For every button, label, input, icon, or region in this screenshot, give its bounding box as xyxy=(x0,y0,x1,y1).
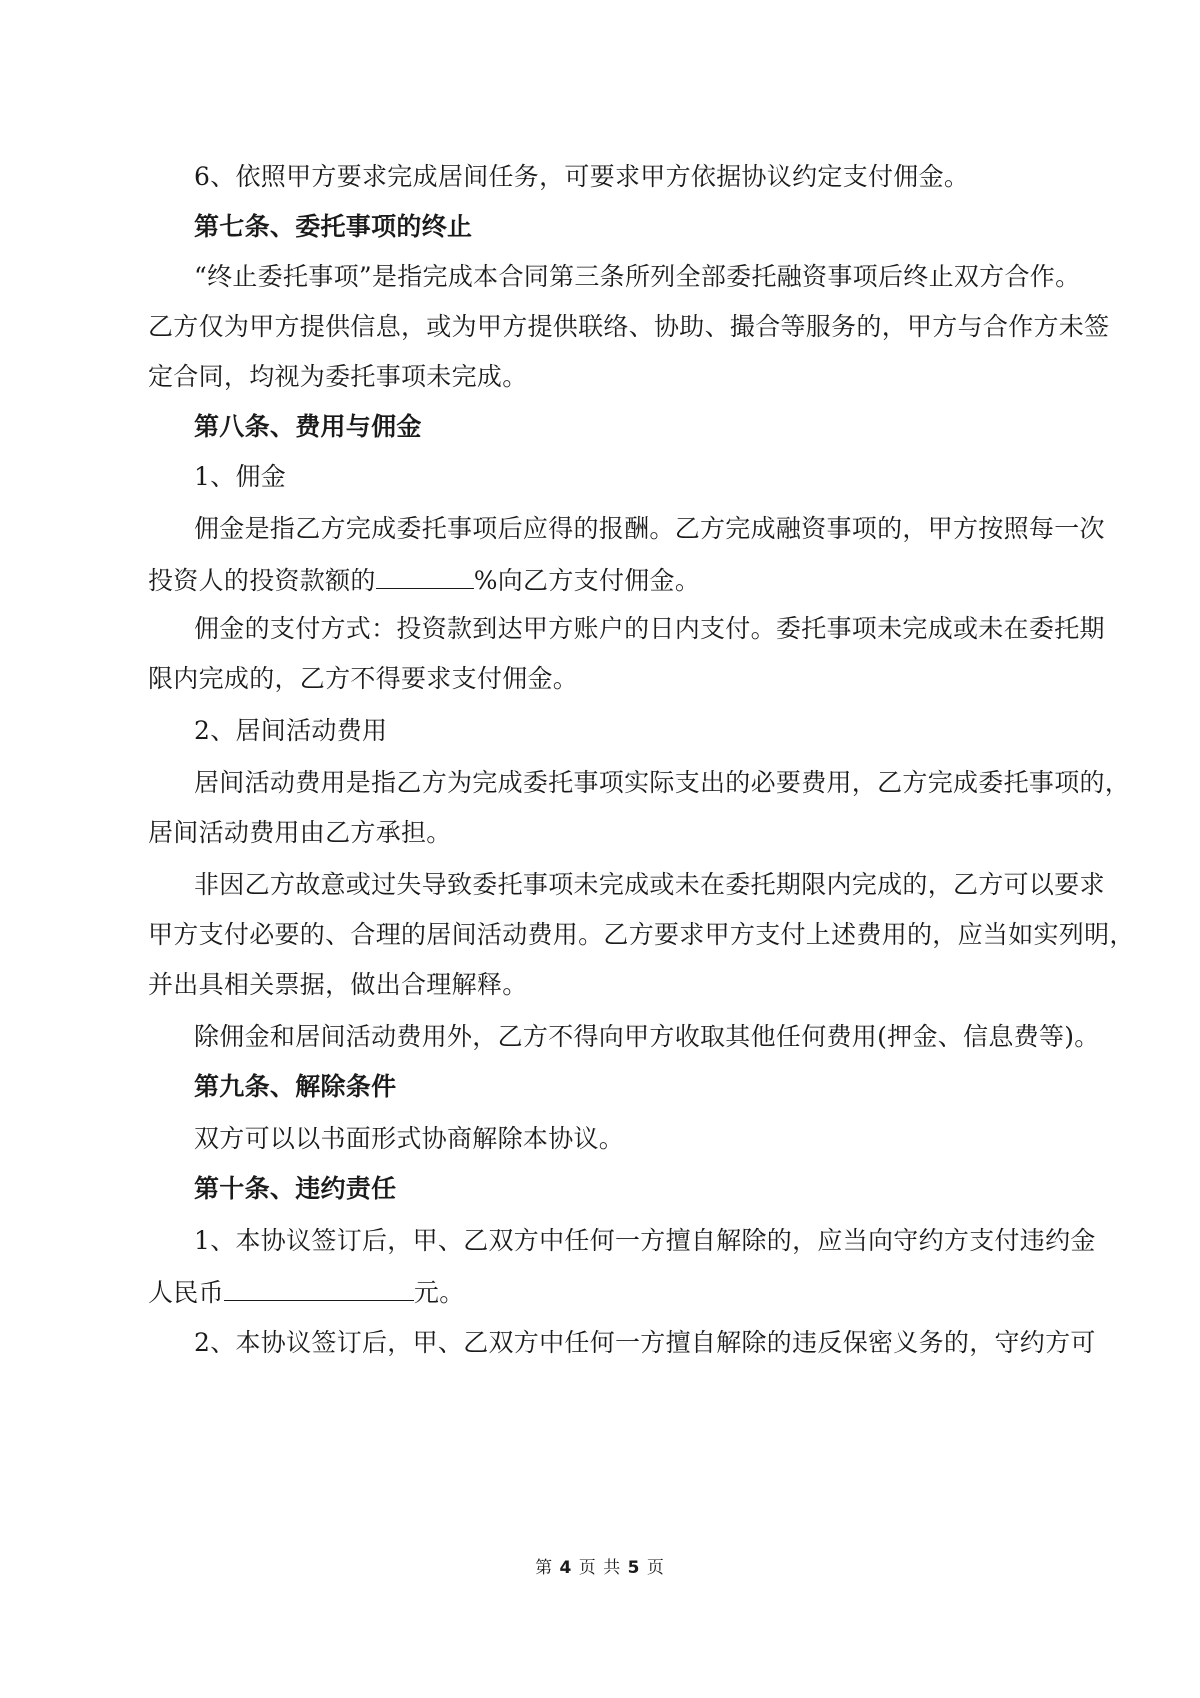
paragraph-line: 限内完成的，乙方不得要求支付佣金。 xyxy=(148,664,579,693)
total-page-number: 5 xyxy=(627,1558,641,1578)
section-heading-article-9: 第九条、解除条件 xyxy=(194,1072,397,1101)
paragraph-line: 非因乙方故意或过失导致委托事项未完成或未在委托期限内完成的，乙方可以要求 xyxy=(194,870,1105,899)
sub-heading: 2、居间活动费用 xyxy=(194,716,388,745)
section-heading-article-7: 第七条、委托事项的终止 xyxy=(194,212,473,241)
paragraph-line: “终止委托事项”是指完成本合同第三条所列全部委托融资事项后终止双方合作。 xyxy=(194,262,1081,291)
paragraph-line: 乙方仅为甲方提供信息，或为甲方提供联络、协助、撮合等服务的，甲方与合作方未签 xyxy=(148,312,1110,341)
section-heading-article-10: 第十条、违约责任 xyxy=(194,1174,397,1203)
paragraph-line: 2、本协议签订后，甲、乙双方中任何一方擅自解除的违反保密义务的，守约方可 xyxy=(194,1328,1096,1357)
fill-in-blank-percentage xyxy=(376,562,474,589)
paragraph-line: 甲方支付必要的、合理的居间活动费用。乙方要求甲方支付上述费用的，应当如实列明， xyxy=(148,920,1135,949)
text-segment: 元。 xyxy=(413,1278,465,1307)
text-segment: %向乙方支付佣金。 xyxy=(473,566,701,595)
paragraph-line: 除佣金和居间活动费用外，乙方不得向甲方收取其他任何费用(押金、信息费等)。 xyxy=(194,1022,1100,1051)
fill-in-blank-amount xyxy=(224,1274,414,1301)
sub-heading: 1、佣金 xyxy=(194,462,287,491)
paragraph-line: 双方可以以书面形式协商解除本协议。 xyxy=(194,1124,625,1153)
footer-prefix: 第 xyxy=(535,1558,554,1578)
paragraph-line: 定合同，均视为委托事项未完成。 xyxy=(148,362,528,391)
paragraph-line: 并出具相关票据，做出合理解释。 xyxy=(148,970,528,999)
section-heading-article-8: 第八条、费用与佣金 xyxy=(194,412,422,441)
paragraph-line: 佣金是指乙方完成委托事项后应得的报酬。乙方完成融资事项的，甲方按照每一次 xyxy=(194,514,1105,543)
paragraph-line: 佣金的支付方式：投资款到达甲方账户的日内支付。委托事项未完成或未在委托期 xyxy=(194,614,1105,643)
paragraph-line: 居间活动费用是指乙方为完成委托事项实际支出的必要费用，乙方完成委托事项的， xyxy=(194,768,1131,797)
paragraph-line-with-blank xyxy=(148,562,700,598)
paragraph-line: 居间活动费用由乙方承担。 xyxy=(148,818,452,847)
footer-middle: 页 共 xyxy=(578,1558,622,1578)
footer-suffix: 页 xyxy=(646,1558,665,1578)
paragraph-line: 1、本协议签订后，甲、乙双方中任何一方擅自解除的，应当向守约方支付违约金 xyxy=(194,1226,1096,1255)
current-page-number: 4 xyxy=(559,1558,573,1578)
text-segment: 投资人的投资款额的 xyxy=(148,566,376,595)
paragraph-line: 6、依照甲方要求完成居间任务，可要求甲方依据协议约定支付佣金。 xyxy=(194,162,970,191)
text-segment: 人民币 xyxy=(148,1278,224,1307)
page-footer xyxy=(0,1556,1200,1580)
paragraph-line-with-blank xyxy=(148,1274,465,1310)
